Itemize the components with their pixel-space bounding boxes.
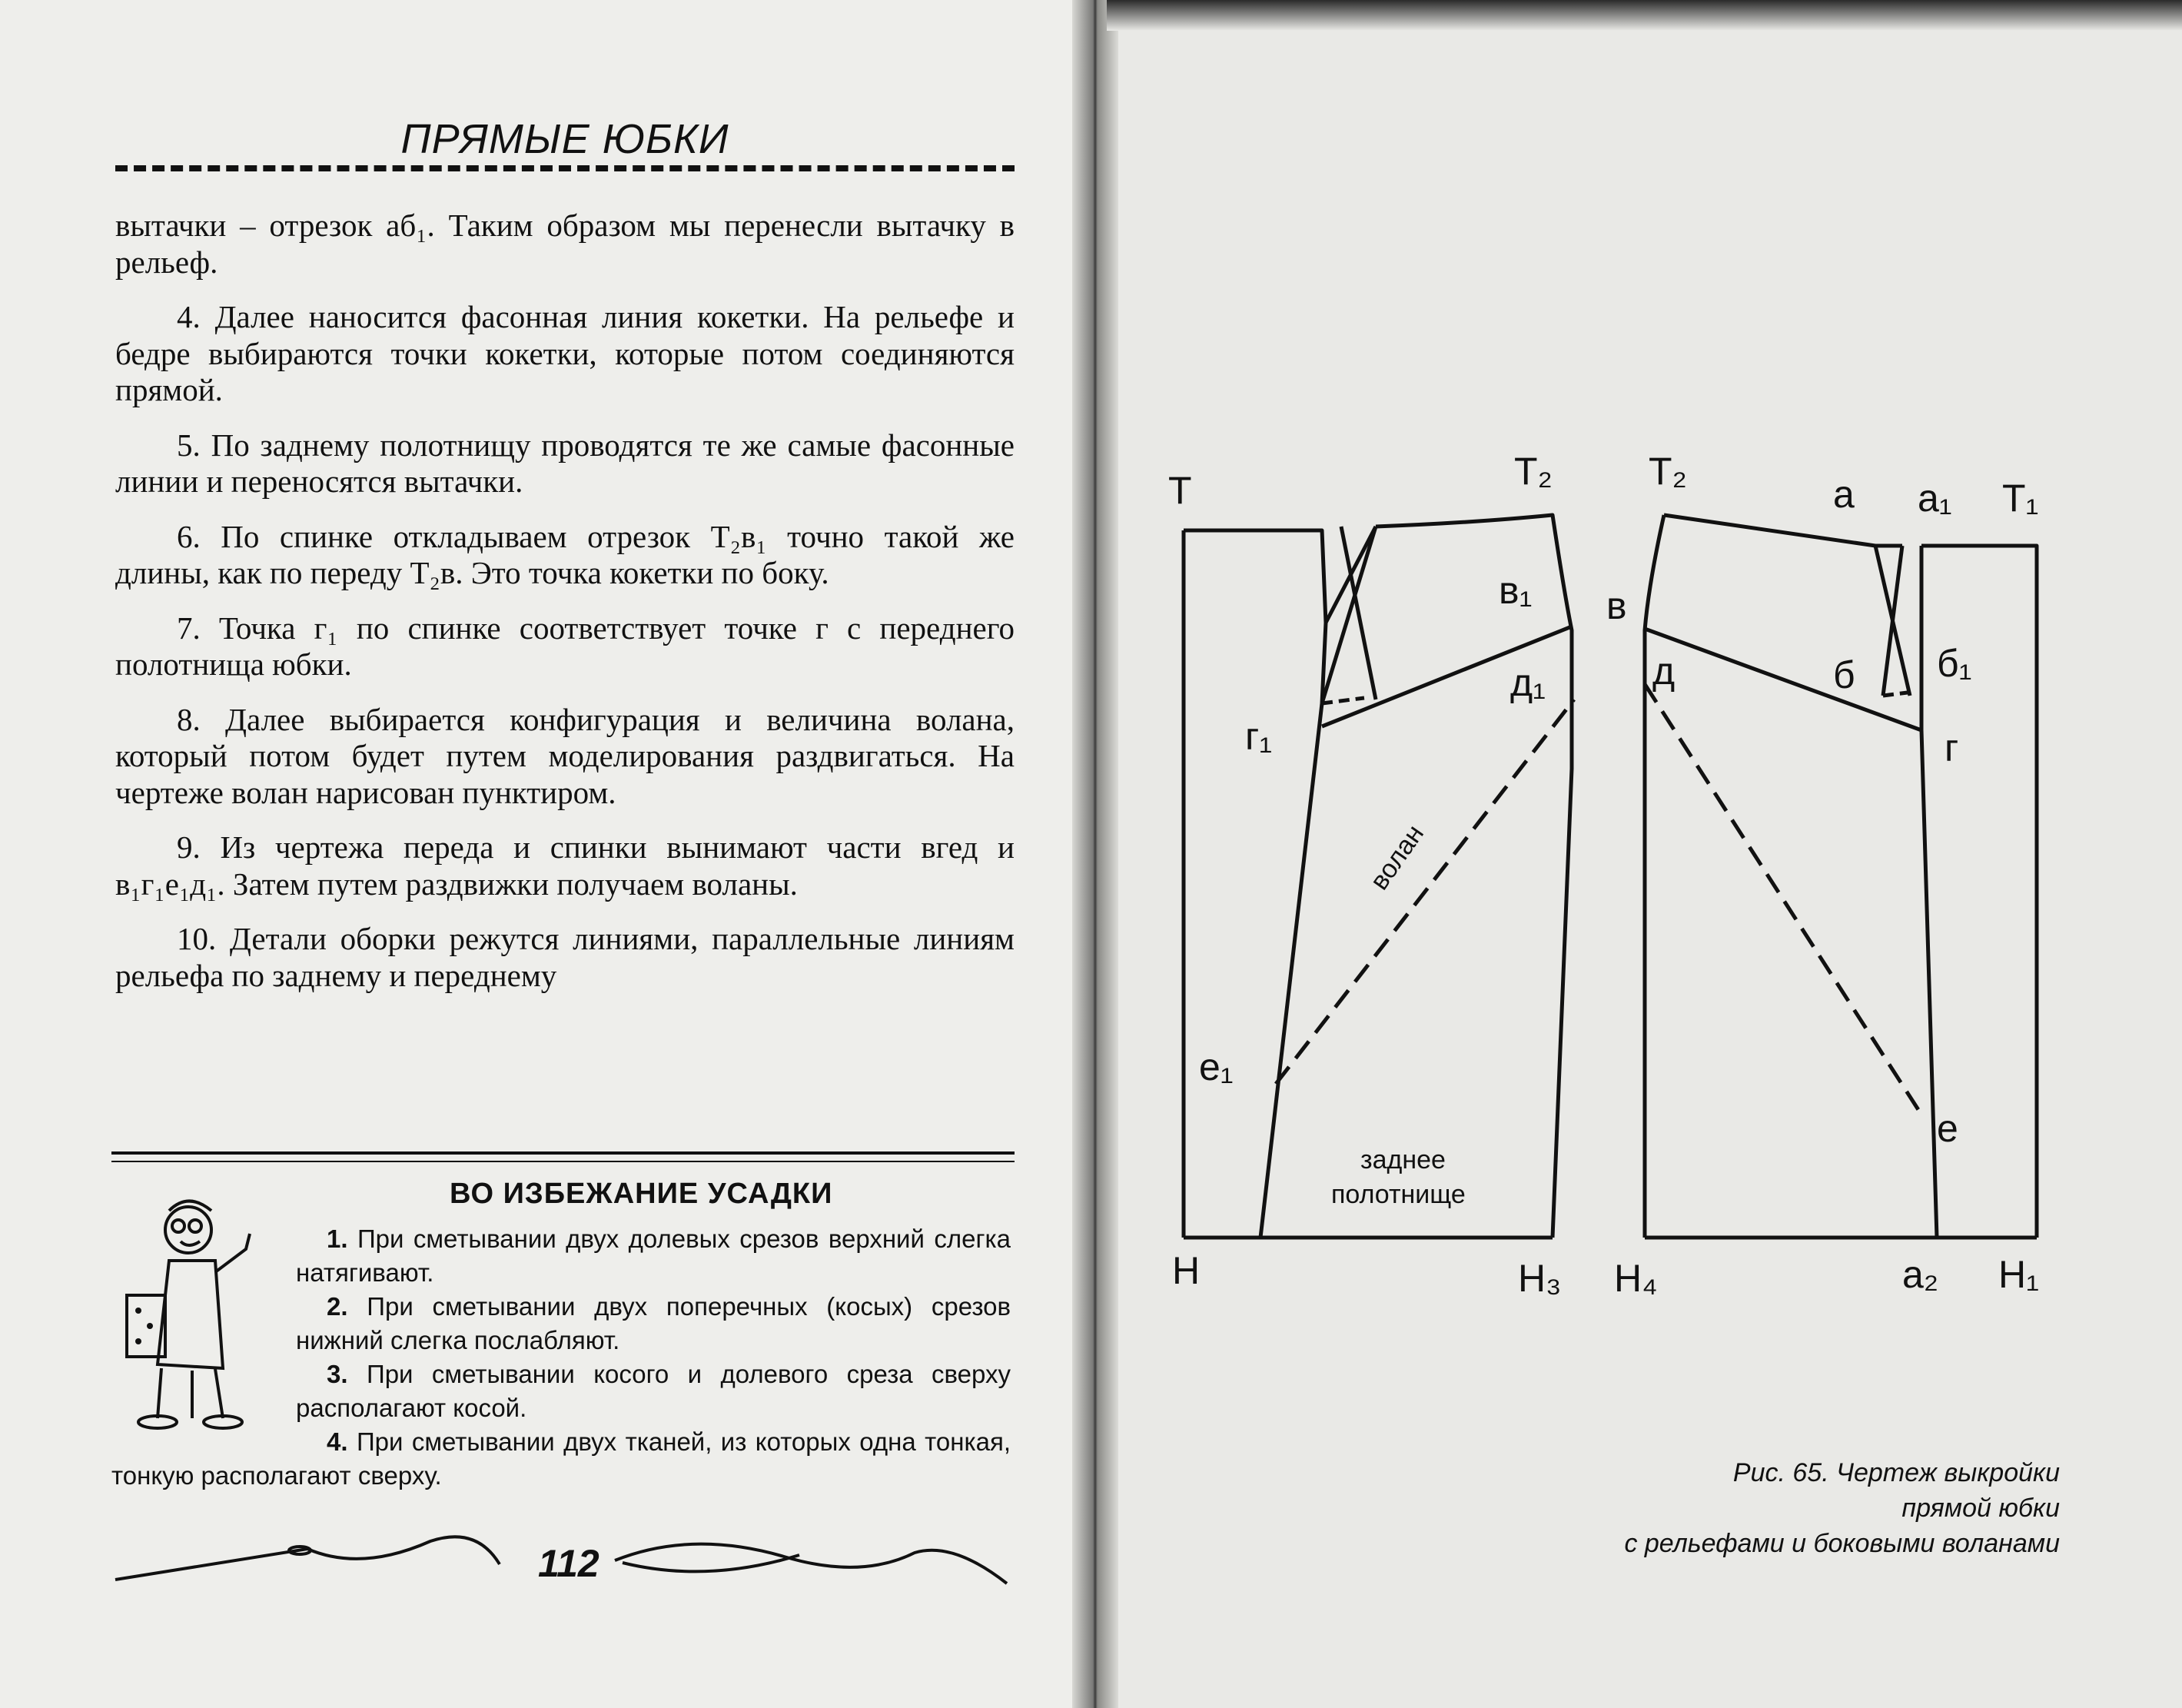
caption-line: прямой юбки [1901,1494,2060,1523]
tip-number: 1. [327,1225,348,1253]
tip-box-title: ВО ИЗБЕЖАНИЕ УСАДКИ [450,1178,833,1210]
tip-item [111,1425,1011,1493]
tip-number: 3. [327,1360,348,1388]
body-text [115,208,1015,1012]
tip-list [111,1222,1011,1493]
tip-number: 4. [327,1427,348,1456]
label-b1: б₁ [1937,642,1972,685]
label-T2-right: Т₂ [1649,450,1687,493]
dashed-rule [115,165,1015,171]
tip-text: При сметывании косого и долевого среза сверху располагают косой. [296,1360,1011,1422]
back-dart-base [1322,698,1364,703]
label-d1: д₁ [1510,661,1546,704]
tip-item [296,1290,1011,1357]
paragraph: 8. Далее выбирается конфигурация и величина волана, который потом будет путем моделирования раздвигаться. На чертеже волан нарисован пунктиром. [115,701,1015,810]
tip-text: При сметывании двух поперечных (косых) срезов нижний слегка послабляют. [296,1292,1011,1354]
double-rule [111,1151,1015,1162]
page-shadow [1107,0,2182,31]
skirt-pattern-diagram [1153,430,2075,1353]
label-H4: Н₄ [1614,1257,1658,1300]
front-volan-line [1645,684,1921,1115]
label-T2-left: Т₂ [1514,450,1553,493]
label-H: Н [1172,1249,1201,1292]
front-side-line [1645,515,1664,1238]
label-back-panel-1: заднее [1360,1145,1446,1175]
label-a2: а₂ [1902,1253,1939,1296]
back-volan-line [1276,699,1574,1084]
caption-line: Рис. 65. Чертеж выкройки [1732,1458,2060,1487]
label-T1: Т₁ [2002,477,2039,520]
label-e: е [1937,1107,1958,1150]
tip-text: При сметывании двух долевых срезов верхний слегка натягивают. [296,1225,1011,1287]
tailor-cartoon-icon [115,1188,292,1434]
label-g: г [1945,726,1959,769]
tip-number: 2. [327,1292,348,1321]
label-back-panel-2: полотнище [1331,1180,1466,1209]
running-head: ПРЯМЫЕ ЮБКИ [400,116,729,162]
front-relief-line [1921,546,1937,1238]
tip-item [296,1357,1011,1425]
figure-caption [1460,1455,2060,1561]
back-panel-outline [1184,530,1326,703]
paragraph: 10. Детали оборки режутся линиями, параллельные линиям рельефа по заднему и переднему [115,921,1015,993]
label-T: Т [1168,469,1192,512]
paragraph: вытачки – отрезок аб₁. Таким образом мы перенесли вытачку в рельеф. [115,208,1015,280]
back-seam-line [1376,515,1572,1238]
paragraph: 6. По спинке откладываем отрезок Т₂в₁ точно такой же длины, как по переду Т₂в. Это точка кокетки по боку. [115,518,1015,590]
page-number: 112 [538,1542,599,1585]
back-relief-line [1260,703,1322,1238]
caption-line: с рельефами и боковыми воланами [1624,1529,2060,1558]
label-a: а [1833,473,1855,516]
front-yoke-line [1645,629,1921,730]
label-d: д [1652,650,1676,693]
label-e1: е₁ [1199,1045,1234,1088]
back-dart-line-3 [1341,527,1376,699]
tip-text: При сметывании двух тканей, из которых одна тонкая, тонкую располагают сверху. [111,1427,1011,1490]
label-volan: волан [1364,819,1430,896]
tip-item [296,1222,1011,1290]
paragraph: 5. По заднему полотнищу проводятся те же самые фасонные линии и переносятся вытачки. [115,427,1015,499]
label-v: в [1606,584,1627,627]
label-b: б [1833,653,1855,696]
paragraph: 9. Из чертежа переда и спинки вынимают части вгед и в₁г₁е₁д₁. Затем путем раздвижки получаем воланы. [115,829,1015,902]
paragraph: 4. Далее наносится фасонная линия кокетки. На рельефе и бедре выбираются точки кокетки, которые потом соединяются прямой. [115,299,1015,407]
paragraph: 7. Точка г₁ по спинке соответствует точке г с переднего полотнища юбки. [115,610,1015,682]
label-g1: г₁ [1245,715,1273,758]
label-H1: Н₁ [1998,1253,2039,1296]
label-H3: Н₃ [1518,1257,1562,1300]
label-v1: в₁ [1499,569,1533,612]
front-waist-line [1664,515,1902,546]
book-gutter [1072,0,1118,1708]
label-a1: а₁ [1918,477,1952,520]
front-dart-line-2 [1883,546,1902,696]
